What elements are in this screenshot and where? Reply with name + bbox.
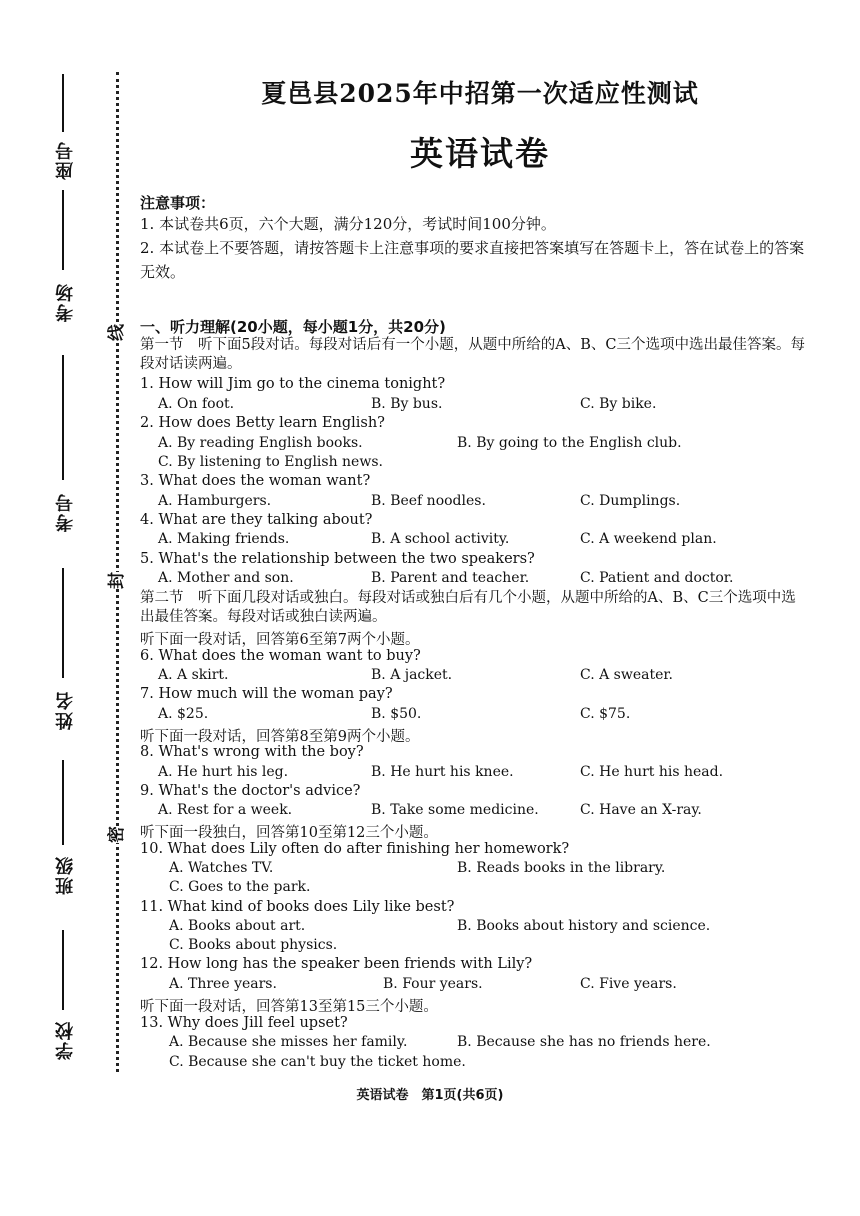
q6-option-a: A. A skirt. — [158, 667, 229, 683]
section-title: 一、听力理解(20小题，每小题1分，共20分) — [140, 318, 446, 336]
question-2: 2. How does Betty learn English? — [140, 415, 385, 431]
q5-option-a: A. Mother and son. — [158, 570, 294, 586]
question-5: 5. What's the relationship between the two speakers? — [140, 551, 535, 567]
q3-option-c: C. Dumplings. — [580, 493, 681, 509]
exam-number-line — [62, 355, 64, 480]
q6-option-c: C. A sweater. — [580, 667, 673, 683]
page-footer: 英语试卷 第1页(共6页) — [356, 1088, 504, 1103]
q10-option-c: C. Goes to the park. — [169, 879, 311, 895]
question-3: 3. What does the woman want? — [140, 473, 371, 489]
instruction-10-12: 听下面一段独白，回答第10至第12三个小题。 — [140, 825, 438, 841]
seat-number-label: 座号 — [55, 140, 76, 180]
q12-option-a: A. Three years. — [169, 976, 277, 992]
q7-option-c: C. $75. — [580, 706, 631, 722]
exam-number-label: 考号 — [55, 492, 76, 532]
q4-option-a: A. Making friends. — [158, 531, 290, 547]
seal-char-seal: 封 — [100, 572, 129, 589]
question-13: 13. Why does Jill feel upset? — [140, 1015, 348, 1031]
q13-option-c: C. Because she can't buy the ticket home. — [169, 1054, 466, 1070]
q7-option-a: A. $25. — [158, 706, 209, 722]
instruction-8-9: 听下面一段对话，回答第8至第9两个小题。 — [140, 729, 420, 745]
exam-subtitle: 英语试卷 — [410, 134, 550, 173]
seal-char-secret: 密 — [100, 826, 129, 843]
question-4: 4. What are they talking about? — [140, 512, 373, 528]
question-10: 10. What does Lily often do after finishing her homework? — [140, 841, 570, 857]
name-label: 姓名 — [55, 690, 76, 730]
q5-option-c: C. Patient and doctor. — [580, 570, 734, 586]
instruction-13-15: 听下面一段对话，回答第13至第15三个小题。 — [140, 999, 438, 1015]
q4-option-c: C. A weekend plan. — [580, 531, 717, 547]
q9-option-a: A. Rest for a week. — [158, 802, 293, 818]
part1-intro: 第一节 听下面5段对话。每段对话后有一个小题，从题中所给的A、B、C三个选项中选出最佳答案。每段对话读两遍。 — [140, 337, 805, 372]
q2-option-b: B. By going to the English club. — [457, 435, 682, 451]
q8-option-c: C. He hurt his head. — [580, 764, 724, 780]
question-12: 12. How long has the speaker been friends with Lily? — [140, 956, 533, 972]
q2-option-a: A. By reading English books. — [158, 435, 363, 451]
q11-option-b: B. Books about history and science. — [457, 918, 711, 934]
q10-option-a: A. Watches TV. — [169, 860, 274, 876]
notes-title: 注意事项： — [140, 194, 216, 212]
q1-option-b: B. By bus. — [371, 396, 443, 412]
seal-char-line: 线 — [100, 324, 129, 341]
name-line — [62, 568, 64, 678]
question-11: 11. What kind of books does Lily like best? — [140, 899, 455, 915]
q7-option-b: B. $50. — [371, 706, 422, 722]
q13-option-a: A. Because she misses her family. — [169, 1034, 408, 1050]
question-1: 1. How will Jim go to the cinema tonight? — [140, 376, 446, 392]
seat-number-line — [62, 74, 64, 132]
note-item-1: 1. 本试卷共6页，六个大题，满分120分，考试时间100分钟。 — [140, 215, 556, 233]
class-line — [62, 760, 64, 845]
q13-option-b: B. Because she has no friends here. — [457, 1034, 711, 1050]
q11-option-c: C. Books about physics. — [169, 937, 338, 953]
q10-option-b: B. Reads books in the library. — [457, 860, 666, 876]
class-label: 班级 — [55, 855, 76, 895]
school-label: 学校 — [55, 1020, 76, 1060]
part2-intro: 第二节 听下面几段对话或独白。每段对话或独白后有几个小题，从题中所给的A、B、C三个选项中选出最佳答案。每段对话或独白读两遍。 — [140, 590, 796, 625]
instruction-6-7: 听下面一段对话，回答第6至第7两个小题。 — [140, 632, 420, 648]
exam-room-line — [62, 190, 64, 270]
question-6: 6. What does the woman want to buy? — [140, 648, 421, 664]
q8-option-a: A. He hurt his leg. — [158, 764, 289, 780]
q6-option-b: B. A jacket. — [371, 667, 453, 683]
q2-option-c: C. By listening to English news. — [158, 454, 383, 470]
q1-option-c: C. By bike. — [580, 396, 657, 412]
school-line — [62, 930, 64, 1010]
q1-option-a: A. On foot. — [158, 396, 235, 412]
exam-room-label: 考场 — [55, 282, 76, 322]
question-8: 8. What's wrong with the boy? — [140, 744, 364, 760]
question-7: 7. How much will the woman pay? — [140, 686, 393, 702]
q3-option-a: A. Hamburgers. — [158, 493, 272, 509]
note-item-2: 2. 本试卷上不要答题，请按答题卡上注意事项的要求直接把答案填写在答题卡上，答在试卷上的答案无效。 — [140, 239, 805, 281]
q12-option-c: C. Five years. — [580, 976, 677, 992]
q9-option-c: C. Have an X-ray. — [580, 802, 702, 818]
q4-option-b: B. A school activity. — [371, 531, 510, 547]
q3-option-b: B. Beef noodles. — [371, 493, 486, 509]
q11-option-a: A. Books about art. — [169, 918, 306, 934]
question-9: 9. What's the doctor's advice? — [140, 783, 361, 799]
q5-option-b: B. Parent and teacher. — [371, 570, 530, 586]
q9-option-b: B. Take some medicine. — [371, 802, 539, 818]
exam-title: 夏邑县2025年中招第一次适应性测试 — [261, 79, 699, 108]
q8-option-b: B. He hurt his knee. — [371, 764, 514, 780]
q12-option-b: B. Four years. — [383, 976, 483, 992]
